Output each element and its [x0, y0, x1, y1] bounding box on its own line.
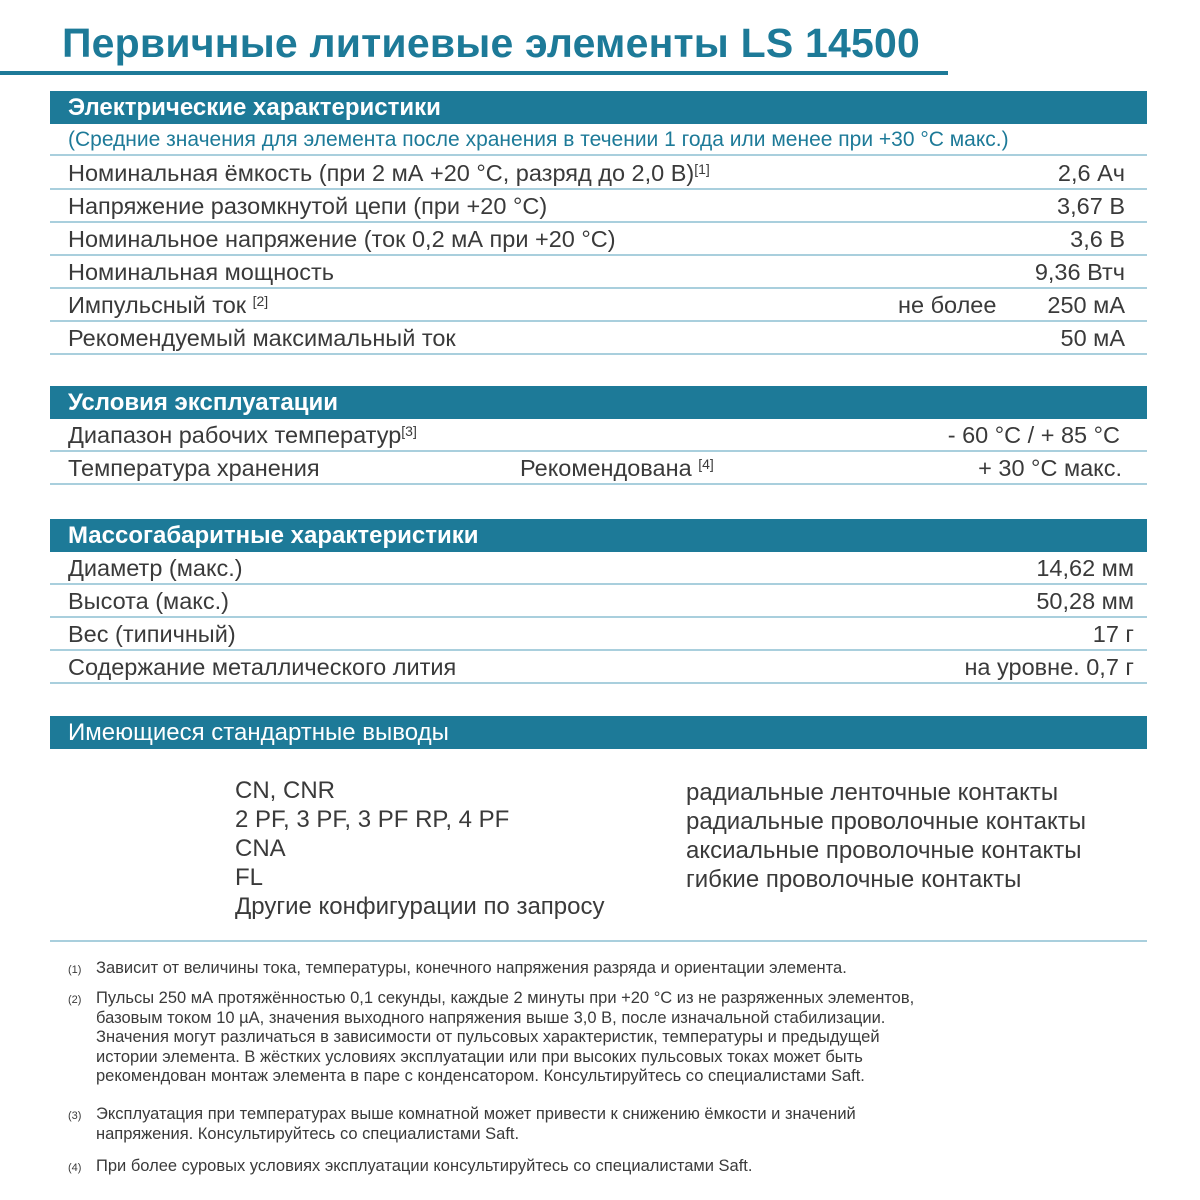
footnote-number: (4): [68, 1162, 82, 1174]
spec-value: 50,28 мм: [1036, 588, 1134, 614]
spec-value: - 60 °C / + 85 °C: [947, 422, 1120, 448]
spec-value: 14,62 мм: [1036, 555, 1134, 581]
footnote-text: Эксплуатация при температурах выше комнатной может привести к снижению ёмкости и значений напряжения. Консультируйтесь со специалистами Saft.: [96, 1105, 856, 1143]
spec-value: 9,36 Втч: [1034, 259, 1125, 285]
spec-row-nominal-energy: [50, 256, 1147, 289]
spec-label: Диаметр (макс.): [68, 555, 243, 581]
termination-description: гибкие проволочные контакты: [686, 866, 1022, 893]
spec-row-nominal-voltage: [50, 223, 1147, 256]
termination-code: CN, CNR: [235, 777, 335, 804]
operating-heading: Условия эксплуатации: [50, 386, 1147, 419]
spec-qualifier: Рекомендована [4]: [520, 455, 714, 481]
page-title: Первичные литиевые элементы LS 14500: [62, 20, 921, 66]
spec-label: Содержание металлического лития: [68, 654, 457, 680]
spec-row-operating-temperature: [50, 419, 1147, 452]
spec-value: 17 г: [1092, 621, 1134, 647]
footnote-number: (1): [68, 964, 82, 976]
termination-description: аксиальные проволочные контакты: [686, 837, 1082, 864]
spec-row-weight: [50, 618, 1147, 651]
spec-label: Номинальное напряжение (ток 0,2 мА при +20 °C): [68, 226, 616, 252]
spec-value: на уровне. 0,7 г: [964, 654, 1134, 680]
footnote-text: Зависит от величины тока, температуры, конечного напряжения разряда и ориентации элемента.: [96, 959, 847, 977]
spec-value: 250 мА: [1047, 292, 1125, 318]
termination-code: FL: [235, 864, 264, 891]
spec-value: 3,6 В: [1070, 226, 1125, 252]
spec-label: Диапазон рабочих температур[3]: [68, 422, 417, 448]
spec-row-lithium-content: [50, 651, 1147, 684]
physical-heading: Массогабаритные характеристики: [50, 519, 1147, 552]
termination-codes: [235, 776, 605, 921]
electrical-heading: Электрические характеристики: [50, 91, 1147, 124]
spec-label: Вес (типичный): [68, 621, 236, 647]
spec-label: Высота (макс.): [68, 588, 229, 614]
spec-qualifier: не более: [898, 292, 997, 318]
spec-row-pulse-current: [50, 289, 1147, 322]
spec-value: 2,6 Ач: [1057, 160, 1125, 186]
spec-row-height: [50, 585, 1147, 618]
spec-row-open-circuit-voltage: [50, 190, 1147, 223]
termination-code: CNA: [235, 835, 286, 862]
title-underline: [0, 71, 948, 75]
spec-label: Температура хранения: [68, 455, 320, 481]
spec-label: Импульсный ток [2]: [68, 292, 269, 318]
spec-row-storage-temperature: [50, 452, 1147, 485]
spec-value: + 30 °C макс.: [978, 455, 1122, 481]
spec-row-diameter: [50, 552, 1147, 585]
termination-description: радиальные проволочные контакты: [686, 808, 1087, 835]
electrical-note: (Средние значения для элемента после хранения в течении 1 года или менее при +30 °C макс.): [50, 124, 1147, 156]
spec-row-capacity: [50, 157, 1147, 190]
terminations-heading: Имеющиеся стандартные выводы: [50, 716, 1147, 749]
termination-code: 2 PF, 3 PF, 3 PF RP, 4 PF: [235, 806, 510, 833]
termination-description: радиальные ленточные контакты: [686, 779, 1059, 806]
spec-label: Напряжение разомкнутой цепи (при +20 °C): [68, 193, 548, 219]
spec-value: 3,67 В: [1057, 193, 1125, 219]
termination-descriptions: [686, 778, 1086, 894]
spec-label: Номинальная мощность: [68, 259, 334, 285]
spec-label: Номинальная ёмкость (при 2 мА +20 °C, разряд до 2,0 В)[1]: [68, 160, 710, 186]
footnote-divider: [50, 940, 1147, 942]
footnote-number: (2): [68, 994, 82, 1006]
termination-code: Другие конфигурации по запросу: [235, 893, 605, 920]
spec-label: Рекомендуемый максимальный ток: [68, 325, 456, 351]
footnote-text: При более суровых условиях эксплуатации консультируйтесь со специалистами Saft.: [96, 1157, 753, 1175]
spec-value: 50 мА: [1060, 325, 1125, 351]
spec-row-max-current: [50, 322, 1147, 355]
footnote-text: Пульсы 250 мА протяжённостью 0,1 секунды, каждые 2 минуты при +20 °C из не разряженных элементов, базовым током 10 µА, значения выходного напряжения выше 3,0 В, после изначальной стабилизации. Значения могут различаться в зависимости от пульсовых характеристик, температуры и предыдущей истории элемента. В жёстких условиях эксплуатации или при высоких пульсовых токах может быть рекомендован монтаж элемента в паре с конденсатором. Консультируйтесь со специалистами Saft.: [96, 989, 915, 1085]
footnote-number: (3): [68, 1110, 82, 1122]
